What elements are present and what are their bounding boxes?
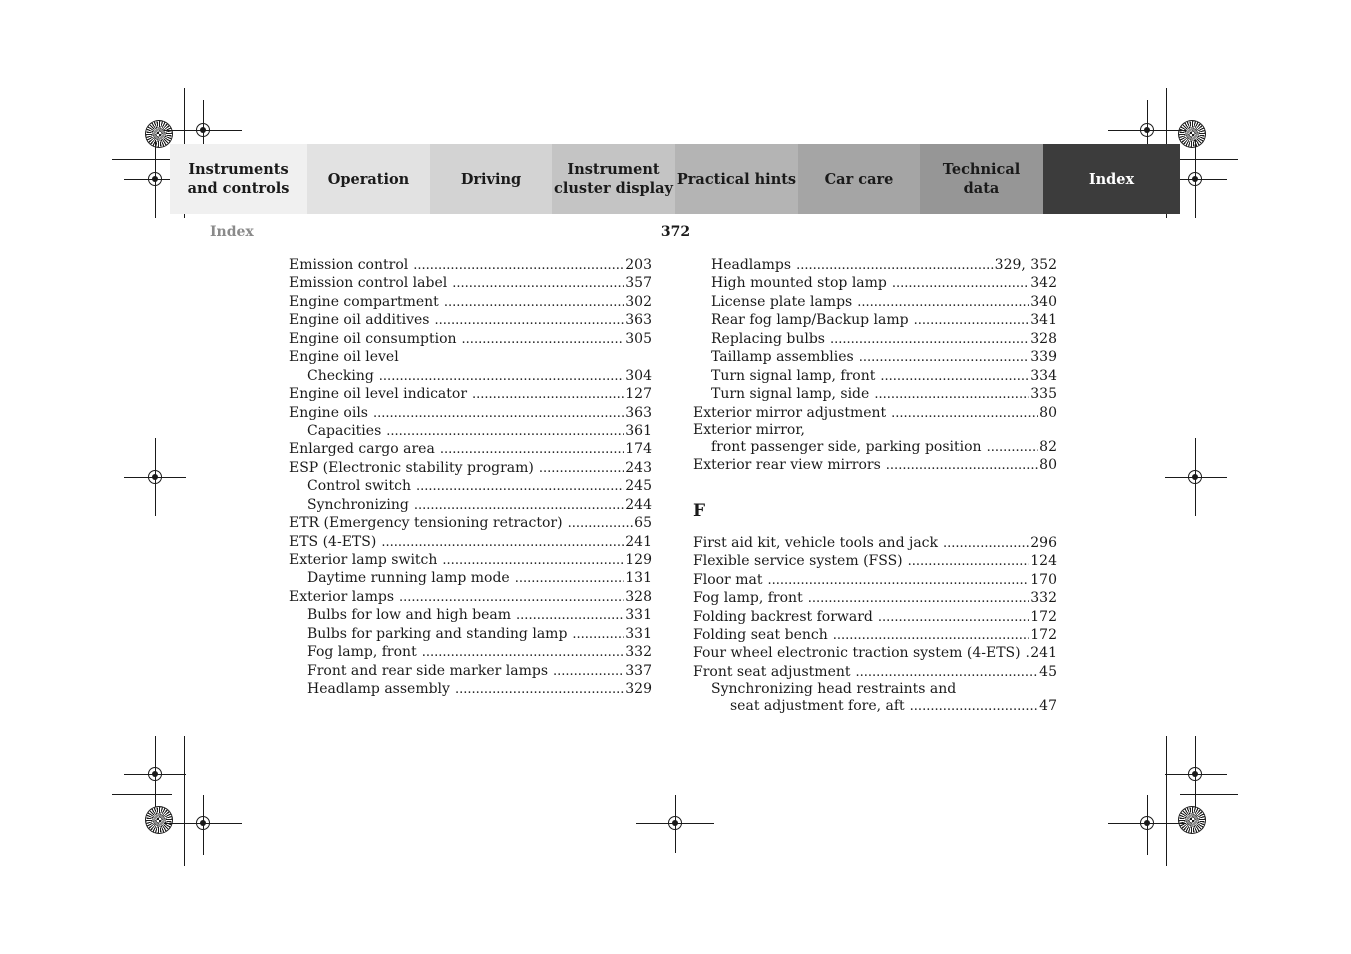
registration-rosette-icon bbox=[1179, 121, 1205, 147]
index-entry-term: Fog lamp, front bbox=[307, 644, 417, 661]
index-entry bbox=[289, 514, 652, 532]
dot-leader bbox=[767, 571, 1029, 590]
index-entry-term: Turn signal lamp, front bbox=[711, 367, 876, 384]
registration-rosette-icon bbox=[1179, 807, 1205, 833]
dot-leader bbox=[874, 385, 1029, 404]
index-entry-page[interactable]: 331 bbox=[625, 625, 652, 642]
index-entry-page[interactable]: 80 bbox=[1039, 404, 1057, 421]
index-entry bbox=[693, 663, 1057, 681]
index-entry-page[interactable]: 331 bbox=[625, 607, 652, 624]
index-entry-page[interactable]: 363 bbox=[625, 312, 652, 329]
index-entry bbox=[289, 330, 652, 348]
index-entry bbox=[289, 293, 652, 311]
index-entry-page[interactable]: 302 bbox=[625, 293, 652, 310]
dot-leader bbox=[413, 256, 624, 275]
index-entry-term: ETS (4-ETS) bbox=[289, 533, 377, 550]
index-entry-page[interactable]: 332 bbox=[625, 644, 652, 661]
dot-leader bbox=[796, 256, 994, 275]
index-entry-term: Synchronizing head restraints and bbox=[711, 681, 957, 698]
dot-leader bbox=[440, 440, 624, 459]
section-label: Index bbox=[210, 224, 254, 240]
index-entry bbox=[289, 606, 652, 624]
dot-leader bbox=[910, 697, 1039, 716]
index-entry-page[interactable]: 296 bbox=[1030, 534, 1057, 551]
index-entry-term: License plate lamps bbox=[711, 293, 853, 310]
index-entry-term: Front seat adjustment bbox=[693, 663, 851, 680]
index-entry bbox=[693, 534, 1057, 552]
index-entry-page[interactable]: 328 bbox=[625, 588, 652, 605]
index-entry-page[interactable]: 332 bbox=[1030, 590, 1057, 607]
index-entry-page[interactable]: 340 bbox=[1030, 293, 1057, 310]
dot-leader bbox=[987, 438, 1039, 457]
dot-leader bbox=[472, 385, 624, 404]
index-entry-term: Bulbs for parking and standing lamp bbox=[307, 625, 568, 642]
index-entry bbox=[289, 385, 652, 403]
dot-leader bbox=[856, 663, 1039, 682]
index-entry-page[interactable]: 363 bbox=[625, 404, 652, 421]
index-entry-page[interactable]: 304 bbox=[625, 367, 652, 384]
dot-leader bbox=[452, 274, 624, 293]
index-entry bbox=[693, 552, 1057, 570]
index-entry-page[interactable]: 172 bbox=[1030, 608, 1057, 625]
index-entry-page[interactable]: 241 bbox=[625, 533, 652, 550]
dot-leader bbox=[892, 274, 1029, 293]
index-letter-heading: F bbox=[693, 500, 706, 521]
index-entry bbox=[693, 422, 1057, 438]
index-entry-page[interactable]: 47 bbox=[1039, 698, 1057, 715]
dot-leader bbox=[444, 293, 624, 312]
index-entry-term: Exterior lamp switch bbox=[289, 552, 438, 568]
index-entry-term: Engine oil level bbox=[289, 349, 399, 366]
index-entry bbox=[289, 643, 652, 661]
index-entry-term: Taillamp assemblies bbox=[711, 349, 854, 366]
index-entry bbox=[289, 404, 652, 422]
index-entry-term: Exterior rear view mirrors bbox=[693, 457, 881, 474]
index-entry-term: Exterior lamps bbox=[289, 588, 395, 605]
index-entry-page[interactable]: 45 bbox=[1039, 663, 1057, 680]
index-entry-term: ETR (Emergency tensioning retractor) bbox=[289, 515, 563, 532]
index-entry bbox=[693, 385, 1057, 403]
index-entry bbox=[693, 438, 1057, 456]
index-entry bbox=[693, 681, 1057, 697]
index-entry-term: ESP (Electronic stability program) bbox=[289, 459, 534, 476]
index-entry-page[interactable]: 329, 352 bbox=[994, 257, 1057, 273]
index-entry-page[interactable]: 174 bbox=[625, 441, 652, 458]
index-entry bbox=[289, 348, 652, 366]
index-entry bbox=[289, 662, 652, 680]
index-entry bbox=[693, 330, 1057, 348]
index-entry-page[interactable]: 243 bbox=[625, 459, 652, 476]
dot-leader bbox=[379, 367, 624, 386]
index-entry-page[interactable]: 203 bbox=[625, 257, 652, 273]
index-entry-term: Control switch bbox=[307, 478, 411, 495]
index-entry bbox=[289, 625, 652, 643]
index-entry bbox=[289, 274, 652, 292]
index-entry-term: Engine oils bbox=[289, 404, 368, 421]
index-entry-term: Folding seat bench bbox=[693, 627, 828, 643]
index-entry-page[interactable]: 172 bbox=[1030, 627, 1057, 643]
index-entry-term: Engine compartment bbox=[289, 293, 439, 310]
dot-leader bbox=[422, 643, 625, 662]
index-entry-term: Engine oil consumption bbox=[289, 330, 457, 347]
index-entry-term: Turn signal lamp, side bbox=[711, 386, 870, 403]
dot-leader bbox=[553, 662, 624, 681]
index-entry-page[interactable]: 335 bbox=[1030, 386, 1057, 403]
index-entry bbox=[693, 589, 1057, 607]
index-entry-term: Emission control bbox=[289, 257, 409, 273]
dot-leader bbox=[386, 422, 624, 441]
index-entry-page[interactable]: 124 bbox=[1030, 553, 1057, 570]
index-entry bbox=[693, 644, 1057, 662]
index-entry-term: Enlarged cargo area bbox=[289, 441, 435, 458]
index-entry bbox=[289, 496, 652, 514]
index-entry-page[interactable]: 245 bbox=[625, 478, 652, 495]
index-entry-page[interactable]: 129 bbox=[625, 552, 652, 568]
index-entry-page[interactable]: 329 bbox=[625, 681, 652, 698]
index-entry bbox=[289, 256, 652, 274]
index-entry-page[interactable]: 244 bbox=[625, 496, 652, 513]
index-entry bbox=[693, 697, 1057, 715]
dot-leader bbox=[880, 367, 1029, 386]
index-entry-page[interactable]: 82 bbox=[1039, 438, 1057, 455]
index-entry-term: Folding backrest forward bbox=[693, 608, 873, 625]
index-entry bbox=[289, 367, 652, 385]
index-entry bbox=[693, 293, 1057, 311]
dot-leader bbox=[886, 456, 1038, 475]
dot-leader bbox=[462, 330, 625, 349]
index-entry bbox=[289, 311, 652, 329]
dot-leader bbox=[416, 477, 624, 496]
index-entry-term: Fog lamp, front bbox=[693, 590, 803, 607]
index-entry-term: Replacing bulbs bbox=[711, 330, 825, 347]
index-group-e-continued bbox=[693, 256, 1057, 475]
tab-index[interactable]: Index bbox=[1043, 144, 1180, 214]
dot-leader bbox=[399, 588, 624, 607]
dot-leader bbox=[539, 459, 624, 478]
index-entry bbox=[693, 456, 1057, 474]
index-column-right bbox=[693, 256, 1057, 716]
dot-leader bbox=[891, 404, 1038, 423]
index-entry bbox=[289, 459, 652, 477]
tab-operation[interactable]: Operation bbox=[307, 144, 430, 214]
index-entry-page[interactable]: 361 bbox=[625, 422, 652, 439]
index-entry-term: Front and rear side marker lamps bbox=[307, 662, 549, 679]
index-entry-page[interactable]: 341 bbox=[1030, 312, 1057, 329]
tab-instruments-and-controls[interactable]: Instruments and controls bbox=[170, 144, 307, 214]
index-entry-term: Headlamp assembly bbox=[307, 681, 450, 698]
index-entry-page[interactable]: 241 bbox=[1030, 645, 1057, 662]
dot-leader bbox=[568, 514, 634, 533]
index-entry bbox=[693, 367, 1057, 385]
dot-leader bbox=[908, 552, 1030, 571]
dot-leader bbox=[572, 625, 624, 644]
tab-instrument-cluster-display[interactable]: Instrument cluster display bbox=[552, 144, 675, 214]
index-entry bbox=[289, 422, 652, 440]
index-entry-term: Exterior mirror, bbox=[693, 421, 805, 438]
dot-leader bbox=[859, 348, 1030, 367]
registration-rosette-icon bbox=[146, 121, 172, 147]
index-entry-term: Checking bbox=[307, 367, 374, 384]
index-entry bbox=[693, 571, 1057, 589]
tab-car-care[interactable]: Car care bbox=[798, 144, 920, 214]
index-entry-term: Flexible service system (FSS) bbox=[693, 553, 903, 570]
index-entry-page[interactable]: 342 bbox=[1030, 275, 1057, 292]
dot-leader bbox=[943, 534, 1029, 553]
index-entry bbox=[693, 348, 1057, 366]
index-entry bbox=[693, 404, 1057, 422]
dot-leader bbox=[373, 404, 624, 423]
index-entry bbox=[289, 680, 652, 698]
index-entry-page[interactable]: 339 bbox=[1030, 349, 1057, 366]
dot-leader bbox=[914, 311, 1030, 330]
dot-leader bbox=[808, 589, 1030, 608]
dot-leader bbox=[857, 293, 1029, 312]
tab-driving[interactable]: Driving bbox=[430, 144, 552, 214]
index-entry-page[interactable]: 334 bbox=[1030, 367, 1057, 384]
index-entry bbox=[289, 569, 652, 587]
dot-leader bbox=[435, 311, 625, 330]
index-entry bbox=[693, 274, 1057, 292]
index-entry-page[interactable]: 170 bbox=[1030, 571, 1057, 588]
tab-practical-hints[interactable]: Practical hints bbox=[675, 144, 798, 214]
dot-leader bbox=[381, 533, 624, 552]
dot-leader bbox=[455, 680, 624, 699]
index-entry-term: Exterior mirror adjustment bbox=[693, 404, 887, 421]
dot-leader bbox=[878, 608, 1029, 627]
dot-leader bbox=[515, 569, 625, 588]
index-entry bbox=[289, 533, 652, 551]
index-entry-page[interactable]: 80 bbox=[1039, 457, 1057, 474]
index-entry bbox=[693, 608, 1057, 626]
index-entry-page[interactable]: 328 bbox=[1030, 330, 1057, 347]
index-group-f bbox=[693, 534, 1057, 716]
index-column-left bbox=[289, 256, 652, 699]
dot-leader bbox=[516, 606, 624, 625]
index-entry bbox=[289, 440, 652, 458]
dot-leader bbox=[414, 496, 624, 515]
index-entry-page[interactable]: 131 bbox=[625, 570, 652, 587]
index-entry-page[interactable]: 357 bbox=[625, 275, 652, 292]
index-entry bbox=[693, 256, 1057, 274]
page-number: 372 bbox=[660, 224, 691, 240]
index-entry-term: Headlamps bbox=[711, 257, 792, 273]
registration-rosette-icon bbox=[146, 807, 172, 833]
index-entry-term: Rear fog lamp/Backup lamp bbox=[711, 312, 909, 329]
dot-leader bbox=[442, 551, 624, 570]
index-entry-term: seat adjustment fore, aft bbox=[730, 698, 905, 715]
index-entry bbox=[289, 588, 652, 606]
dot-leader bbox=[833, 626, 1030, 645]
index-entry-term: Engine oil level indicator bbox=[289, 386, 468, 403]
index-entry bbox=[289, 477, 652, 495]
index-entry-term: front passenger side, parking position bbox=[711, 438, 982, 455]
index-entry-page[interactable]: 127 bbox=[625, 386, 652, 403]
index-entry bbox=[289, 551, 652, 569]
index-entry-term: Engine oil additives bbox=[289, 312, 430, 329]
index-entry-term: Synchronizing bbox=[307, 496, 409, 513]
index-entry-term: Four wheel electronic traction system (4-ETS) bbox=[693, 645, 1021, 662]
dot-leader bbox=[830, 330, 1029, 349]
tab-technical-data[interactable]: Technical data bbox=[920, 144, 1043, 214]
index-entry-term: Daytime running lamp mode bbox=[307, 570, 510, 587]
index-entry-term: Capacities bbox=[307, 422, 382, 439]
index-entry bbox=[693, 311, 1057, 329]
index-entry-term: First aid kit, vehicle tools and jack bbox=[693, 534, 938, 551]
section-tabs bbox=[170, 144, 1180, 214]
index-entry bbox=[693, 626, 1057, 644]
index-entry-page[interactable]: 305 bbox=[625, 330, 652, 347]
index-entry-term: Floor mat bbox=[693, 571, 763, 588]
index-entry-term: High mounted stop lamp bbox=[711, 275, 887, 292]
index-entry-term: Bulbs for low and high beam bbox=[307, 607, 512, 624]
index-entry-page[interactable]: 337 bbox=[625, 662, 652, 679]
index-entry-term: Emission control label bbox=[289, 275, 448, 292]
index-entry-page[interactable]: 65 bbox=[634, 515, 652, 532]
